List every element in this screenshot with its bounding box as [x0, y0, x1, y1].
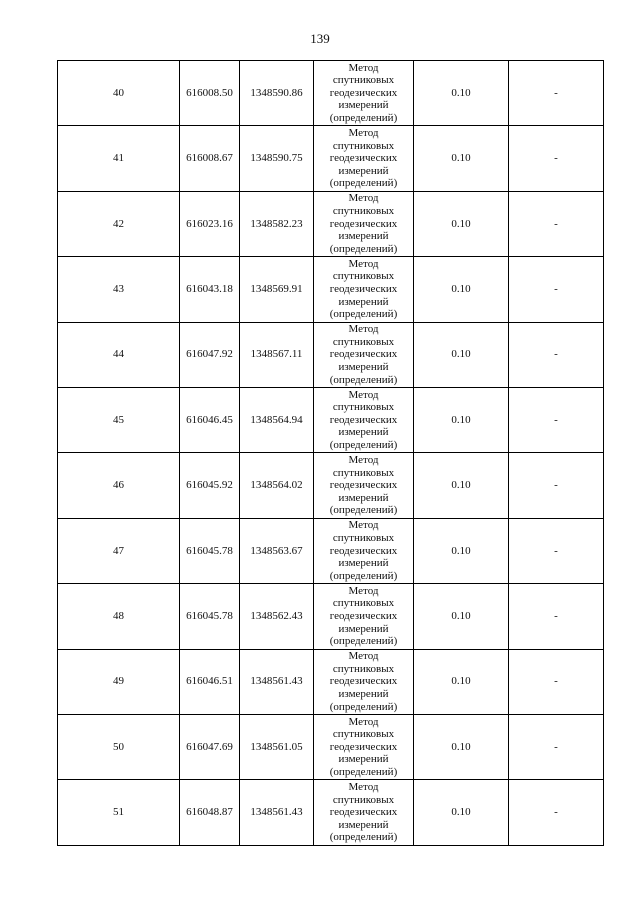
point-number-cell: 47	[58, 518, 180, 583]
method-cell: Метод спутниковых геодезических измерений (определений)	[314, 191, 414, 256]
x-coordinate-cell: 616047.69	[180, 714, 240, 779]
y-coordinate-cell: 1348567.11	[240, 322, 314, 387]
table-row	[58, 126, 604, 191]
table-row	[58, 453, 604, 518]
y-coordinate-cell: 1348562.43	[240, 584, 314, 649]
y-coordinate-cell: 1348564.94	[240, 387, 314, 452]
note-cell: -	[509, 257, 604, 322]
x-coordinate-cell: 616046.51	[180, 649, 240, 714]
y-coordinate-cell: 1348590.86	[240, 61, 314, 126]
x-coordinate-cell: 616048.87	[180, 780, 240, 845]
point-number-cell: 51	[58, 780, 180, 845]
x-coordinate-cell: 616046.45	[180, 387, 240, 452]
method-cell: Метод спутниковых геодезических измерений (определений)	[314, 714, 414, 779]
x-coordinate-cell: 616043.18	[180, 257, 240, 322]
y-coordinate-cell: 1348590.75	[240, 126, 314, 191]
table-row	[58, 322, 604, 387]
y-coordinate-cell: 1348561.43	[240, 649, 314, 714]
table-row	[58, 387, 604, 452]
point-number-cell: 42	[58, 191, 180, 256]
note-cell: -	[509, 126, 604, 191]
x-coordinate-cell: 616023.16	[180, 191, 240, 256]
accuracy-cell: 0.10	[414, 453, 509, 518]
note-cell: -	[509, 518, 604, 583]
note-cell: -	[509, 584, 604, 649]
method-cell: Метод спутниковых геодезических измерений (определений)	[314, 322, 414, 387]
y-coordinate-cell: 1348561.43	[240, 780, 314, 845]
note-cell: -	[509, 649, 604, 714]
note-cell: -	[509, 322, 604, 387]
accuracy-cell: 0.10	[414, 257, 509, 322]
x-coordinate-cell: 616047.92	[180, 322, 240, 387]
note-cell: -	[509, 191, 604, 256]
y-coordinate-cell: 1348563.67	[240, 518, 314, 583]
point-number-cell: 41	[58, 126, 180, 191]
y-coordinate-cell: 1348569.91	[240, 257, 314, 322]
note-cell: -	[509, 387, 604, 452]
point-number-cell: 45	[58, 387, 180, 452]
point-number-cell: 43	[58, 257, 180, 322]
y-coordinate-cell: 1348561.05	[240, 714, 314, 779]
accuracy-cell: 0.10	[414, 191, 509, 256]
method-cell: Метод спутниковых геодезических измерений (определений)	[314, 780, 414, 845]
x-coordinate-cell: 616008.50	[180, 61, 240, 126]
method-cell: Метод спутниковых геодезических измерений (определений)	[314, 387, 414, 452]
y-coordinate-cell: 1348582.23	[240, 191, 314, 256]
x-coordinate-cell: 616045.78	[180, 584, 240, 649]
method-cell: Метод спутниковых геодезических измерений (определений)	[314, 518, 414, 583]
accuracy-cell: 0.10	[414, 714, 509, 779]
method-cell: Метод спутниковых геодезических измерений (определений)	[314, 257, 414, 322]
accuracy-cell: 0.10	[414, 649, 509, 714]
table-row	[58, 584, 604, 649]
accuracy-cell: 0.10	[414, 780, 509, 845]
accuracy-cell: 0.10	[414, 518, 509, 583]
x-coordinate-cell: 616008.67	[180, 126, 240, 191]
point-number-cell: 49	[58, 649, 180, 714]
note-cell: -	[509, 714, 604, 779]
page-number: 139	[310, 31, 330, 46]
point-number-cell: 46	[58, 453, 180, 518]
method-cell: Метод спутниковых геодезических измерений (определений)	[314, 453, 414, 518]
accuracy-cell: 0.10	[414, 387, 509, 452]
table-row	[58, 191, 604, 256]
point-number-cell: 48	[58, 584, 180, 649]
method-cell: Метод спутниковых геодезических измерений (определений)	[314, 126, 414, 191]
note-cell: -	[509, 780, 604, 845]
y-coordinate-cell: 1348564.02	[240, 453, 314, 518]
accuracy-cell: 0.10	[414, 584, 509, 649]
x-coordinate-cell: 616045.78	[180, 518, 240, 583]
method-cell: Метод спутниковых геодезических измерений (определений)	[314, 649, 414, 714]
note-cell: -	[509, 61, 604, 126]
x-coordinate-cell: 616045.92	[180, 453, 240, 518]
point-number-cell: 44	[58, 322, 180, 387]
table-row	[58, 61, 604, 126]
table-row	[58, 649, 604, 714]
accuracy-cell: 0.10	[414, 322, 509, 387]
table-row	[58, 714, 604, 779]
coordinates-table	[57, 60, 604, 846]
method-cell: Метод спутниковых геодезических измерений (определений)	[314, 61, 414, 126]
accuracy-cell: 0.10	[414, 126, 509, 191]
table-row	[58, 518, 604, 583]
table-row	[58, 257, 604, 322]
point-number-cell: 40	[58, 61, 180, 126]
accuracy-cell: 0.10	[414, 61, 509, 126]
note-cell: -	[509, 453, 604, 518]
table-row	[58, 780, 604, 845]
coordinates-table-body	[58, 61, 604, 846]
point-number-cell: 50	[58, 714, 180, 779]
method-cell: Метод спутниковых геодезических измерений (определений)	[314, 584, 414, 649]
